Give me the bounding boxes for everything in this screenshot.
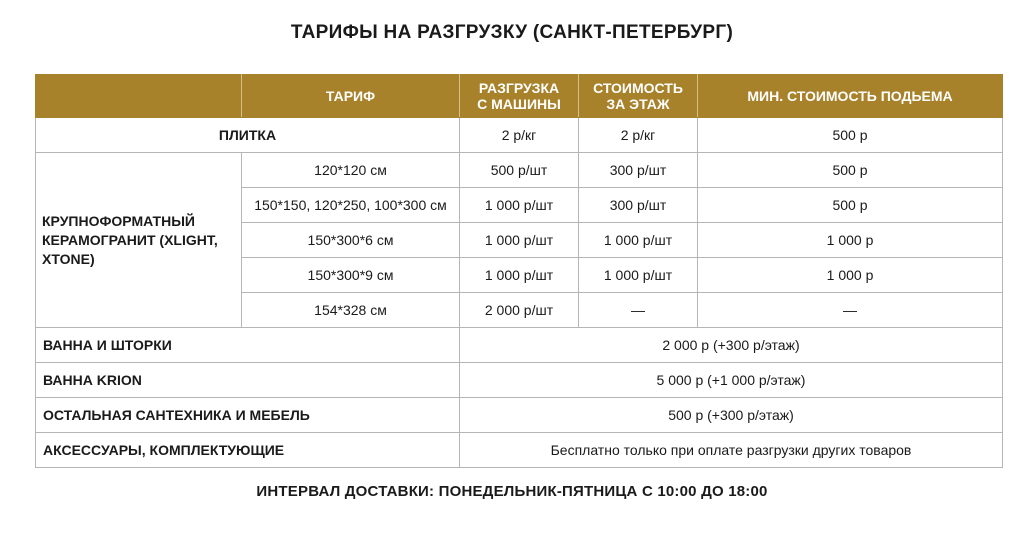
header-unload-line1: РАЗГРУЗКА — [478, 80, 560, 96]
porcelain-label-line2: КЕРАМОГРАНИТ (XLIGHT, — [42, 231, 218, 248]
header-floor-line2: ЗА ЭТАЖ — [606, 96, 670, 112]
page-title: ТАРИФЫ НА РАЗГРУЗКУ (САНКТ-ПЕТЕРБУРГ) — [290, 22, 734, 43]
min-cell: — — [698, 293, 1003, 328]
header-empty-cell — [36, 75, 242, 118]
min-cell: 1 000 р — [698, 223, 1003, 258]
unload-cell: 1 000 р/шт — [460, 188, 579, 223]
krion-label: ВАННА KRION — [36, 363, 460, 398]
header-floor-cost — [579, 75, 698, 118]
header-unload — [460, 75, 579, 118]
table-row-bath — [36, 328, 1003, 363]
tile-label: ПЛИТКА — [36, 118, 460, 153]
size-cell: 150*300*9 см — [242, 258, 460, 293]
header-min-lift: МИН. СТОИМОСТЬ ПОДЬЕМА — [698, 75, 1003, 118]
floor-cell: 1 000 р/шт — [579, 258, 698, 293]
table-header-row — [36, 75, 1003, 118]
unload-cell: 1 000 р/шт — [460, 258, 579, 293]
tariff-table — [35, 74, 1003, 468]
min-cell: 500 р — [698, 153, 1003, 188]
accessories-label: АКСЕССУАРЫ, КОМПЛЕКТУЮЩИЕ — [36, 433, 460, 468]
tile-floor: 2 р/кг — [579, 118, 698, 153]
table-row — [36, 153, 1003, 188]
unload-cell: 2 000 р/шт — [460, 293, 579, 328]
delivery-interval-note: ИНТЕРВАЛ ДОСТАВКИ: ПОНЕДЕЛЬНИК-ПЯТНИЦА С 10:00 ДО 18:00 — [256, 483, 768, 500]
plumbing-label: ОСТАЛЬНАЯ САНТЕХНИКА И МЕБЕЛЬ — [36, 398, 460, 433]
min-cell: 1 000 р — [698, 258, 1003, 293]
size-cell: 150*150, 120*250, 100*300 см — [242, 188, 460, 223]
table-row-plumbing — [36, 398, 1003, 433]
porcelain-label — [36, 153, 242, 328]
floor-cell: — — [579, 293, 698, 328]
unload-cell: 1 000 р/шт — [460, 223, 579, 258]
unload-cell: 500 р/шт — [460, 153, 579, 188]
table-row-krion — [36, 363, 1003, 398]
floor-cell: 1 000 р/шт — [579, 223, 698, 258]
tile-unload: 2 р/кг — [460, 118, 579, 153]
size-cell: 154*328 см — [242, 293, 460, 328]
min-cell: 500 р — [698, 188, 1003, 223]
header-unload-line2: С МАШИНЫ — [477, 96, 561, 112]
floor-cell: 300 р/шт — [579, 153, 698, 188]
table-row-tile — [36, 118, 1003, 153]
porcelain-label-line3: XTONE) — [42, 250, 95, 267]
porcelain-label-line1: КРУПНОФОРМАТНЫЙ — [42, 212, 195, 229]
table-row-accessories — [36, 433, 1003, 468]
size-cell: 150*300*6 см — [242, 223, 460, 258]
accessories-value: Бесплатно только при оплате разгрузки других товаров — [460, 433, 1003, 468]
bath-value: 2 000 р (+300 р/этаж) — [460, 328, 1003, 363]
header-tariff: ТАРИФ — [242, 75, 460, 118]
header-floor-line1: СТОИМОСТЬ — [593, 80, 683, 96]
krion-value: 5 000 р (+1 000 р/этаж) — [460, 363, 1003, 398]
bath-label: ВАННА И ШТОРКИ — [36, 328, 460, 363]
size-cell: 120*120 см — [242, 153, 460, 188]
floor-cell: 300 р/шт — [579, 188, 698, 223]
tile-min: 500 р — [698, 118, 1003, 153]
plumbing-value: 500 р (+300 р/этаж) — [460, 398, 1003, 433]
